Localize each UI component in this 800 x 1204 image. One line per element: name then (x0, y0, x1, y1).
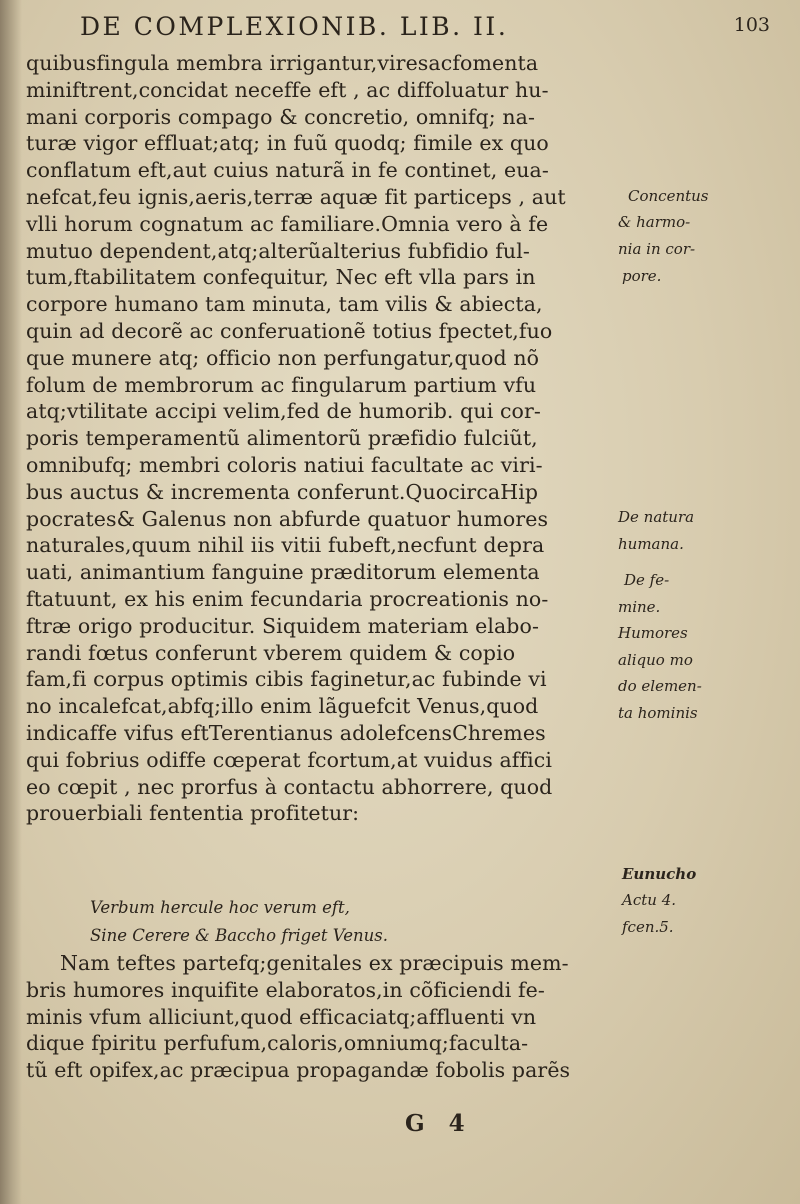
text-line: fam,fi corpus optimis cibis faginetur,ac fubinde vi (26, 667, 547, 692)
text-line: poris temperamentũ alimentorũ præfidio fulciũt, (26, 426, 538, 451)
verse-line: Verbum hercule hoc verum eft, (90, 898, 350, 917)
text-line: qui fobrius odiffe cœperat fcortum,at vuidus affici (26, 747, 553, 772)
running-head: DE COMPLEXIONIB. LIB. II. (80, 12, 509, 41)
text-line: mutuo dependent,atq;alterũalterius fubfidio ful- (26, 238, 530, 263)
text-line: randi fœtus conferunt vberem quidem & copio (26, 640, 516, 665)
margin-note: fcen.5. (622, 918, 674, 936)
continuation-text-block (26, 950, 626, 1084)
text-line: dique fpiritu perfufum,caloris,omniumq;faculta- (26, 1031, 529, 1056)
text-line: naturales,quum nihil iis vitii fubeft,necfunt depra (26, 533, 545, 558)
text-line: prouerbiali fententia profitetur: (26, 801, 360, 826)
text-line: mani corporis compago & concretio, omnifq; na- (26, 104, 536, 129)
text-line: uati, animantium fanguine præditorum elementa (26, 560, 540, 585)
text-line: corpore humano tam minuta, tam vilis & abiecta, (26, 292, 543, 317)
margin-note: do elemen- (618, 677, 702, 695)
margin-note: De natura (618, 508, 695, 526)
main-text-block (26, 50, 616, 827)
margin-note: De fe- (624, 571, 670, 589)
signature-mark: G 4 (405, 1110, 473, 1137)
text-line: eo cœpit , nec prorfus à contactu abhorrere, quod (26, 774, 553, 799)
text-line: conflatum eft,aut cuius naturã in fe continet, eua- (26, 158, 549, 183)
margin-note: Concentus (628, 187, 709, 205)
text-line: folum de membrorum ac fingularum partium vfu (26, 372, 537, 397)
text-line: no incalefcat,abfq;illo enim lãguefcit Venus,quod (26, 694, 539, 719)
text-line: nefcat,feu ignis,aeris,terræ aquæ fit particeps , aut (26, 184, 566, 209)
page-number: 103 (733, 14, 770, 36)
text-line: vlli horum cognatum ac familiare.Omnia vero à fe (26, 211, 549, 236)
text-line: tũ eft opifex,ac præcipua propagandæ fobolis parẽs (26, 1058, 571, 1083)
text-line: quin ad decorẽ ac conferuationẽ totius fpectet,fuo (26, 318, 553, 343)
margin-note: ta hominis (618, 704, 698, 722)
text-line: miniftrent,concidat neceffe eft , ac diffoluatur hu- (26, 77, 549, 102)
margin-note: & harmo- (618, 213, 691, 231)
text-line: Nam teftes partefq;genitales ex præcipuis mem- (60, 951, 569, 975)
margin-note: Eunucho (622, 865, 697, 883)
text-line: que munere atq; officio non perfungatur,quod nõ (26, 345, 540, 370)
text-line: bris humores inquifite elaboratos,in cõficiendi fe- (26, 977, 545, 1002)
text-line: quibusfingula membra irrigantur,viresacfomenta (26, 51, 539, 75)
page-header (80, 12, 770, 48)
margin-note: mine. (618, 598, 661, 616)
text-line: indicaffe vifus eftTerentianus adolefcensChremes (26, 720, 546, 745)
binding-gutter (0, 0, 22, 1204)
margin-note: nia in cor- (618, 240, 696, 258)
text-line: pocrates& Galenus non abfurde quatuor humores (26, 506, 549, 531)
margin-note: humana. (618, 535, 684, 553)
verse-line: Sine Cerere & Baccho friget Venus. (90, 926, 388, 945)
text-line: turæ vigor effluat;atq; in fuũ quodq; fimile ex quo (26, 131, 549, 156)
margin-note: aliquo mo (618, 651, 693, 669)
text-line: minis vfum alliciunt,quod efficaciatq;affluenti vn (26, 1004, 537, 1029)
text-line: tum,ftabilitatem confequitur, Nec eft vlla pars in (26, 265, 536, 290)
text-line: ftræ origo producitur. Siquidem materiam elabo- (26, 613, 539, 638)
margin-note: Humores (618, 624, 688, 642)
text-line: bus auctus & incrementa conferunt.QuocircaHip (26, 479, 539, 504)
text-line: atq;vtilitate accipi velim,fed de humorib. qui cor- (26, 399, 541, 424)
text-line: ftatuunt, ex his enim fecundaria procreationis no- (26, 586, 549, 611)
margin-note: pore. (622, 267, 662, 285)
text-line: omnibufq; membri coloris natiui facultate ac viri- (26, 452, 543, 477)
margin-note: Actu 4. (622, 891, 677, 909)
